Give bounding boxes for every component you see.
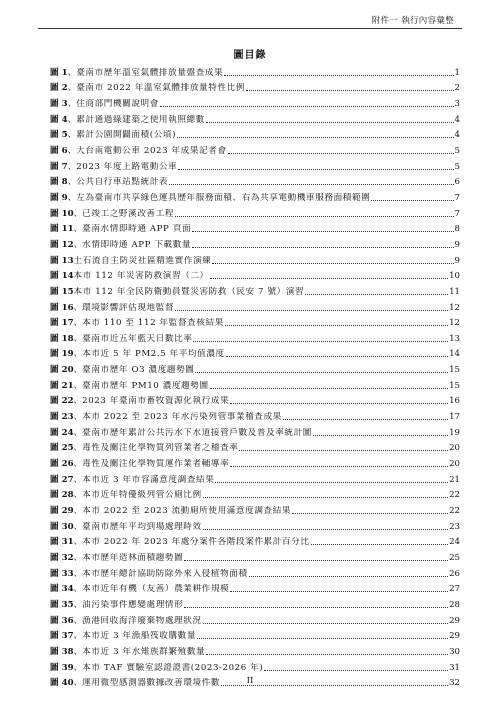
- figure-separator: 、: [73, 224, 83, 235]
- toc-title: 圖目錄: [233, 50, 267, 61]
- figure-label: 圖 30: [50, 521, 74, 532]
- toc-entry[interactable]: [50, 626, 460, 642]
- figure-page-number: 31: [449, 662, 460, 673]
- figure-title: 大台南電動公車 2023 年成果記者會: [76, 145, 227, 156]
- toc-entry[interactable]: [50, 547, 460, 563]
- dot-leader: [203, 623, 448, 624]
- dot-leader: [184, 560, 448, 561]
- toc-entry[interactable]: [50, 657, 460, 673]
- figure-page-number: 29: [449, 631, 460, 642]
- dot-leader: [178, 169, 453, 170]
- figure-page-number: 32: [449, 678, 460, 689]
- dot-leader: [230, 591, 448, 592]
- figure-page-number: 11: [449, 286, 460, 297]
- figure-page-number: 4: [454, 130, 460, 141]
- figure-separator: 、: [67, 192, 77, 203]
- toc-entry[interactable]: [50, 266, 460, 282]
- figure-separator: 、: [67, 145, 77, 156]
- figure-page-number: 20: [449, 459, 460, 470]
- toc-entry[interactable]: [50, 109, 460, 125]
- figure-title: 累計公園開闢面積(公頃): [76, 130, 177, 141]
- dot-leader: [230, 403, 448, 404]
- figure-page-number: 23: [449, 521, 460, 532]
- figure-page-number: 7: [454, 192, 460, 203]
- figure-label: 圖 25: [50, 443, 74, 454]
- figure-page-number: 19: [449, 427, 460, 438]
- figure-page-number: 26: [449, 568, 460, 579]
- toc-entry[interactable]: [50, 62, 460, 78]
- toc-entry[interactable]: [50, 219, 460, 235]
- figure-label: 圖 32: [50, 553, 74, 563]
- dot-leader: [305, 294, 448, 295]
- figure-label: 圖 35: [50, 599, 74, 610]
- figure-page-number: 3: [454, 98, 460, 109]
- dot-leader: [203, 529, 448, 530]
- figure-separator: 、: [73, 349, 83, 360]
- dot-leader: [203, 497, 448, 498]
- figure-label: 圖 6: [50, 145, 68, 156]
- page-number: II: [246, 676, 254, 686]
- figure-label: 圖 34: [50, 584, 74, 595]
- figure-page-number: 25: [449, 553, 460, 563]
- figure-title: 本市歷年總計協助防除外來入侵植物面積: [82, 568, 248, 579]
- figure-label: 圖 31: [50, 537, 74, 548]
- figure-label: 圖 19: [50, 349, 74, 360]
- figure-title: 臺南市歷年平均到場處理時效: [82, 521, 202, 532]
- figure-label: 圖 23: [50, 412, 74, 423]
- dot-leader: [206, 654, 448, 655]
- figure-title: 本市近 3 年市容滿意度調查結果: [82, 474, 215, 485]
- figure-page-number: 16: [449, 396, 460, 407]
- toc-entry[interactable]: [50, 610, 460, 626]
- dot-leader: [228, 153, 454, 154]
- figure-page-number: 22: [449, 506, 460, 517]
- figure-separator: 、: [67, 161, 77, 172]
- dot-leader: [225, 325, 448, 326]
- toc-entry[interactable]: [50, 563, 460, 579]
- figure-label: 圖 4: [50, 114, 68, 125]
- dot-leader: [210, 278, 448, 279]
- figure-title: 毒性及關注化學物質列管業者之稽查率: [82, 443, 239, 454]
- figure-page-number: 15: [449, 365, 460, 376]
- dot-leader: [371, 200, 453, 201]
- toc-entry[interactable]: [50, 406, 460, 422]
- dot-leader: [313, 435, 448, 436]
- figure-label: 圖 12: [50, 239, 74, 250]
- figure-page-number: 10: [449, 271, 460, 282]
- figure-label: 圖 3: [50, 98, 68, 109]
- figure-page-number: 7: [454, 208, 460, 219]
- dot-leader: [192, 247, 453, 248]
- figure-separator: 、: [73, 239, 83, 250]
- toc-entry[interactable]: [50, 187, 460, 203]
- figure-separator: 、: [73, 443, 83, 454]
- figure-label: 圖 20: [50, 365, 74, 376]
- running-header: 附件一 執行內容彙整: [371, 16, 454, 26]
- figure-label: 圖 33: [50, 568, 74, 579]
- figure-page-number: 30: [449, 646, 460, 657]
- figure-title: 臺南市歷年累計公共污水下水道接管戶數及普及率統計圖: [82, 427, 313, 438]
- figure-label: 圖 36: [50, 615, 74, 626]
- figure-title: 水情即時通 APP 下載數量: [82, 239, 192, 250]
- figure-page-number: 5: [454, 161, 460, 172]
- dot-leader: [206, 122, 454, 123]
- figure-page-number: 29: [449, 615, 460, 626]
- figure-label: 圖 7: [50, 161, 68, 172]
- dot-leader: [215, 482, 448, 483]
- figure-label: 圖 1: [50, 67, 68, 78]
- dot-leader: [193, 341, 448, 342]
- figure-page-number: 4: [454, 114, 460, 125]
- figure-page-number: 13: [449, 333, 460, 344]
- toc-entry[interactable]: [50, 328, 460, 344]
- figure-title: 本市近 3 年水雉族群繁殖數量: [82, 646, 206, 657]
- toc-entry[interactable]: [50, 422, 460, 438]
- toc-entry[interactable]: [50, 203, 460, 219]
- dot-leader: [169, 184, 453, 185]
- figure-page-number: 9: [454, 255, 460, 266]
- figure-label: 圖 37: [50, 631, 74, 642]
- figure-separator: 、: [67, 177, 77, 188]
- toc-entry[interactable]: [50, 313, 460, 329]
- figure-title: 運用微型感測器數據改善環境件數: [82, 678, 221, 689]
- figure-separator: 、: [73, 427, 83, 438]
- toc-entry[interactable]: [50, 78, 460, 94]
- toc-entry[interactable]: [50, 579, 460, 595]
- toc-entry[interactable]: [50, 93, 460, 109]
- dot-leader: [175, 216, 453, 217]
- figure-page-number: 22: [449, 490, 460, 501]
- figure-separator: 、: [73, 474, 83, 485]
- figure-title: 本市近 5 年 PM2.5 年平均值濃度: [82, 349, 225, 360]
- figure-page-number: 1: [454, 67, 460, 78]
- figure-title: 本市 2022 至 2023 年水污染列管事業稽查成果: [82, 412, 282, 423]
- dot-leader: [292, 513, 448, 514]
- dot-leader: [249, 576, 448, 577]
- dot-leader: [177, 137, 454, 138]
- figure-title: 本市 TAF 實驗室認證證書(2023-2026 年): [82, 662, 264, 673]
- toc-entry[interactable]: [50, 140, 460, 156]
- toc-entry[interactable]: [50, 469, 460, 485]
- figure-label: 圖 21: [50, 380, 74, 391]
- figure-page-number: 14: [449, 349, 460, 360]
- toc-entry[interactable]: [50, 485, 460, 501]
- figure-separator: 、: [73, 615, 83, 626]
- figure-separator: 、: [73, 208, 83, 219]
- figure-label: 圖 26: [50, 459, 74, 470]
- figure-separator: 、: [67, 98, 77, 109]
- figure-separator: 、: [73, 302, 83, 313]
- figure-list: [50, 62, 460, 688]
- toc-entry[interactable]: [50, 532, 460, 548]
- figure-label: 圖 16: [50, 302, 74, 313]
- figure-separator: 、: [67, 83, 77, 94]
- figure-label: 圖 22: [50, 396, 74, 407]
- toc-entry[interactable]: [50, 641, 460, 657]
- figure-page-number: 24: [449, 537, 460, 548]
- figure-title: 臺南市歷年 PM10 濃度趨勢圖: [82, 380, 209, 391]
- dot-leader: [224, 75, 453, 76]
- figure-separator: 、: [67, 130, 77, 141]
- figure-separator: 、: [73, 662, 83, 673]
- figure-title: 本市 2022 年 2023 年處分案件各階段案件累計百分比: [82, 537, 310, 548]
- figure-title: 公共自行車站點統計表: [76, 177, 169, 188]
- figure-label: 圖 15: [50, 286, 74, 297]
- figure-label: 圖 38: [50, 646, 74, 657]
- figure-page-number: 27: [449, 584, 460, 595]
- toc-entry[interactable]: [50, 281, 460, 297]
- dot-leader: [212, 263, 453, 264]
- toc-entry[interactable]: [50, 500, 460, 516]
- figure-title: 累計通過綠建築之使用執照總數: [76, 114, 205, 125]
- figure-separator: 、: [73, 380, 83, 391]
- figure-label: 圖 39: [50, 662, 74, 673]
- figure-separator: 、: [73, 412, 83, 423]
- figure-page-number: 9: [454, 239, 460, 250]
- figure-label: 圖 29: [50, 506, 74, 517]
- figure-page-number: 2: [454, 83, 460, 94]
- figure-separator: 、: [73, 599, 83, 610]
- toc-entry[interactable]: [50, 375, 460, 391]
- figure-separator: 、: [73, 631, 83, 642]
- dot-leader: [197, 638, 448, 639]
- figure-title: 油污染事件應變處理情形: [82, 599, 184, 610]
- toc-entry[interactable]: [50, 125, 460, 141]
- toc-entry[interactable]: [50, 250, 460, 266]
- figure-label: 圖 13: [50, 255, 74, 266]
- toc-entry[interactable]: [50, 594, 460, 610]
- figure-separator: 、: [73, 646, 83, 657]
- figure-separator: 、: [73, 584, 83, 595]
- figure-label: 圖 11: [50, 224, 74, 235]
- figure-page-number: 20: [449, 443, 460, 454]
- figure-page-number: 5: [454, 145, 460, 156]
- toc-entry[interactable]: [50, 297, 460, 313]
- figure-label: 圖 18: [50, 333, 74, 344]
- figure-separator: 、: [67, 67, 77, 78]
- figure-separator: 、: [73, 459, 83, 470]
- dot-leader: [230, 466, 448, 467]
- figure-title: 土石流自主防災社區精進實作演練: [73, 255, 212, 266]
- dot-leader: [175, 310, 448, 311]
- figure-separator: 、: [73, 318, 83, 329]
- figure-page-number: 6: [454, 177, 460, 188]
- figure-label: 圖 17: [50, 318, 74, 329]
- figure-title: 左為臺南市共享綠色運具歷年服務面積、右為共享電動機車服務面積範圍: [76, 192, 371, 203]
- figure-title: 本市 112 年災害防救演習（二）: [73, 271, 209, 282]
- figure-page-number: 15: [449, 380, 460, 391]
- figure-label: 圖 8: [50, 177, 68, 188]
- figure-title: 漁港回收海洋廢棄物處理狀況: [82, 615, 202, 626]
- figure-page-number: 8: [454, 224, 460, 235]
- dot-leader: [210, 388, 448, 389]
- figure-label: 圖 2: [50, 83, 68, 94]
- figure-label: 圖 10: [50, 208, 74, 219]
- toc-entry[interactable]: [50, 234, 460, 250]
- figure-separator: 、: [73, 553, 83, 563]
- dot-leader: [264, 670, 448, 671]
- figure-title: 本市 2022 至 2023 流動廁所使用滿意度調查結果: [82, 506, 292, 517]
- figure-title: 本市 110 至 112 年監督查核結果: [82, 318, 224, 329]
- header-divider: [38, 28, 462, 29]
- figure-label: 圖 27: [50, 474, 74, 485]
- figure-separator: 、: [73, 521, 83, 532]
- figure-label: 圖 5: [50, 130, 68, 141]
- dot-leader: [246, 90, 454, 91]
- figure-page-number: 17: [449, 412, 460, 423]
- figure-separator: 、: [73, 365, 83, 376]
- figure-separator: 、: [67, 114, 77, 125]
- figure-page-number: 21: [449, 474, 460, 485]
- dot-leader: [226, 356, 448, 357]
- dot-leader: [311, 544, 449, 545]
- dot-leader: [192, 231, 453, 232]
- dot-leader: [283, 419, 448, 420]
- figure-separator: 、: [73, 506, 83, 517]
- toc-entry[interactable]: [50, 391, 460, 407]
- figure-separator: 、: [73, 537, 83, 548]
- figure-title: 臺南市歷年溫室氣體排放量盤查成果: [76, 67, 224, 78]
- figure-title: 臺南市歷年 O3 濃度趨勢圖: [82, 365, 195, 376]
- toc-entry[interactable]: [50, 438, 460, 454]
- figure-label: 圖 14: [50, 271, 74, 282]
- figure-title: 本市 112 年全民防衛動員暨災害防救（民安 7 號）演習: [73, 286, 305, 297]
- figure-label: 圖 28: [50, 490, 74, 501]
- toc-entry[interactable]: [50, 516, 460, 532]
- toc-entry[interactable]: [50, 344, 460, 360]
- figure-separator: 、: [73, 333, 83, 344]
- figure-title: 毒性及關注化學物質運作業者輔導率: [82, 459, 230, 470]
- figure-title: 住商部門機關說明會: [76, 98, 159, 109]
- dot-leader: [195, 372, 448, 373]
- figure-title: 本市近 3 年漁船筏收購數量: [82, 631, 197, 642]
- figure-title: 本市近年特優級列管公廁比例: [82, 490, 202, 501]
- figure-title: 臺南市近五年藍天日數比率: [82, 333, 193, 344]
- toc-entry[interactable]: [50, 453, 460, 469]
- figure-separator: 、: [73, 568, 83, 579]
- figure-title: 臺南水情即時通 APP 頁面: [82, 224, 192, 235]
- figure-title: 本市近年有機（友善）農業耕作規模: [82, 584, 230, 595]
- dot-leader: [160, 106, 454, 107]
- figure-title: 已竣工之野溪改善工程: [82, 208, 175, 219]
- figure-page-number: 28: [449, 599, 460, 610]
- toc-entry[interactable]: [50, 172, 460, 188]
- figure-separator: 、: [73, 678, 83, 689]
- dot-leader: [184, 607, 448, 608]
- figure-title: 臺南市 2022 年溫室氣體排放量特性比例: [76, 83, 246, 94]
- toc-entry[interactable]: [50, 359, 460, 375]
- figure-title: 本市歷年造林面積趨勢圖: [82, 553, 184, 563]
- toc-entry[interactable]: [50, 156, 460, 172]
- figure-label: 圖 24: [50, 427, 74, 438]
- figure-title: 2023 年臺南市畜牧資源化執行成果: [82, 396, 230, 407]
- figure-separator: 、: [73, 490, 83, 501]
- figure-page-number: 12: [449, 302, 460, 313]
- dot-leader: [239, 450, 448, 451]
- figure-label: 圖 9: [50, 192, 68, 203]
- figure-label: 圖 40: [50, 678, 74, 689]
- figure-title: 2023 年度上路電動公車: [76, 161, 178, 172]
- figure-page-number: 12: [449, 318, 460, 329]
- figure-title: 環境影響評估現地監督: [82, 302, 175, 313]
- figure-separator: 、: [73, 396, 83, 407]
